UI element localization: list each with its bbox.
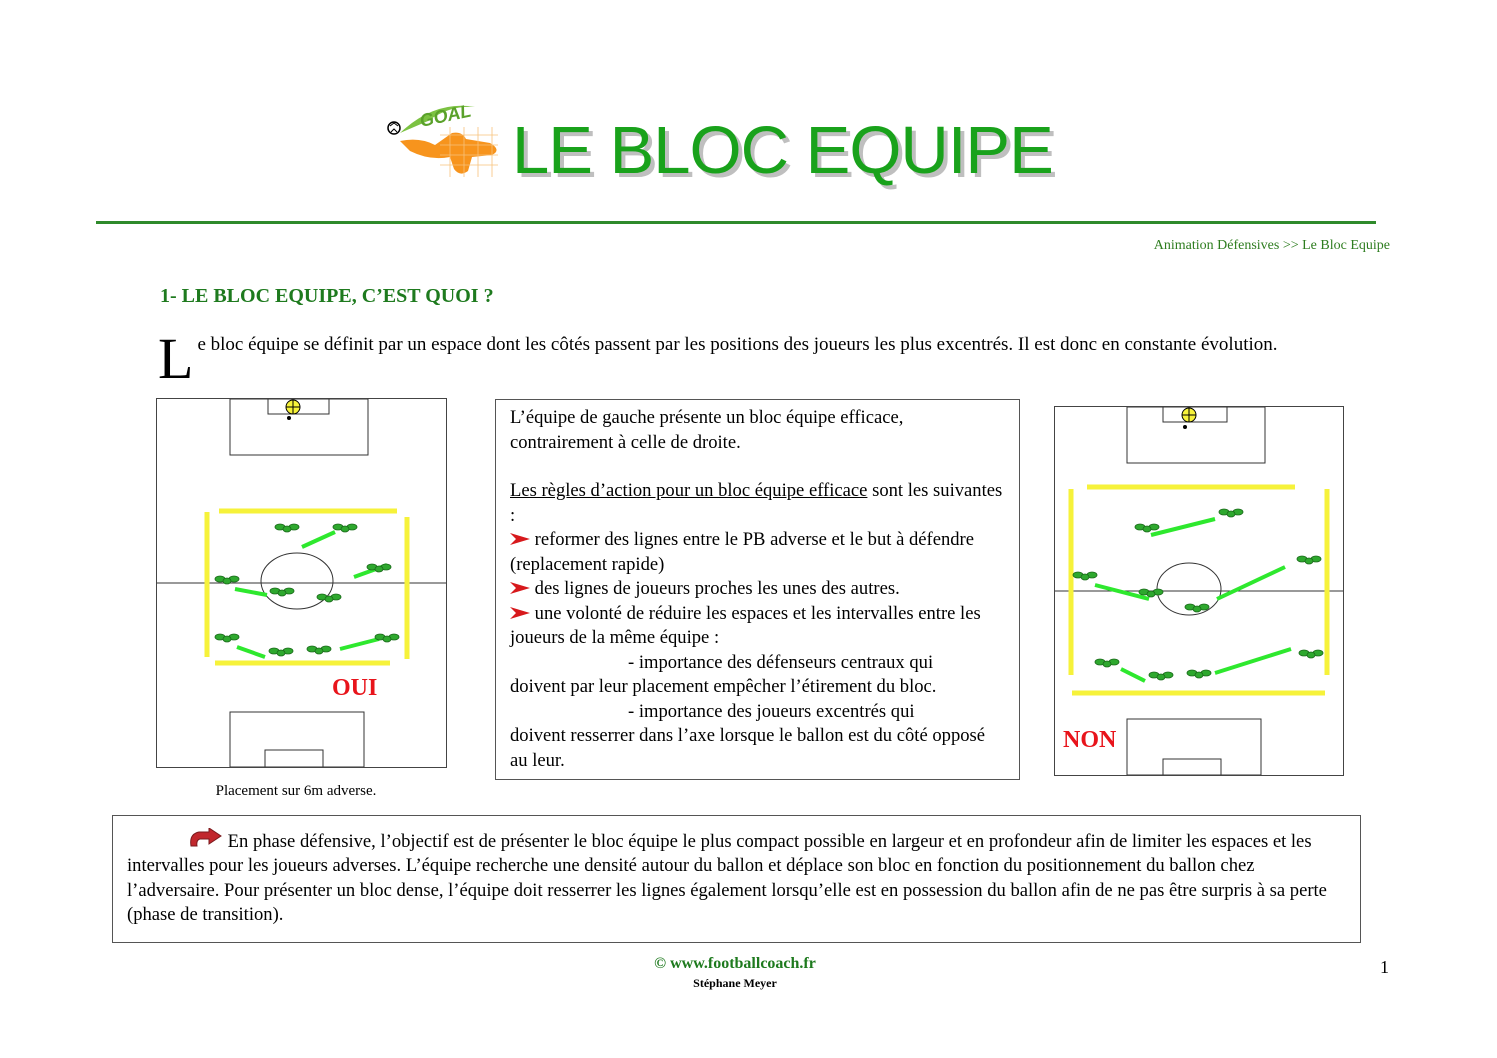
- goal-area-bottom: [265, 750, 323, 767]
- comparison-text: L’équipe de gauche présente un bloc équipe efficace, contrairement à celle de droite.: [510, 407, 904, 453]
- left-diagram-caption: Placement sur 6m adverse.: [215, 783, 377, 799]
- penalty-area-bottom: [1127, 719, 1261, 775]
- players: [1073, 509, 1323, 680]
- footer-site: [560, 955, 910, 973]
- goal-area-bottom: [1163, 759, 1221, 775]
- rule-item: des lignes de joueurs proches les unes des autres.: [510, 577, 1005, 602]
- red-arrow-icon: [510, 532, 530, 546]
- page-title: LE BLOC EQUIPE: [512, 113, 1053, 188]
- player-links: [235, 532, 387, 657]
- intro-paragraph: [158, 326, 1330, 391]
- footer-author: Stéphane Meyer: [693, 976, 777, 990]
- ball-icon: [1182, 408, 1196, 429]
- summary-box: [112, 815, 1361, 943]
- red-arrow-icon: [510, 606, 530, 620]
- field-diagram-compact: [156, 398, 447, 768]
- header-divider: [96, 221, 1376, 224]
- red-curved-arrow-icon: [187, 828, 223, 850]
- website-link[interactable]: www.footballcoach.fr: [670, 955, 816, 972]
- ball-icon: [286, 400, 300, 420]
- center-circle: [261, 553, 333, 609]
- verdict-yes: OUI: [332, 675, 378, 701]
- rules-intro: [510, 479, 1005, 528]
- pitch-drawing: [1055, 407, 1343, 775]
- player-links: [1095, 519, 1291, 681]
- goal-logo: [380, 95, 505, 195]
- page-number: 1: [1380, 957, 1389, 977]
- section-heading: 1- LE BLOC EQUIPE, C’EST QUOI ?: [160, 285, 494, 307]
- rules-box: [495, 399, 1020, 780]
- breadcrumb: Animation Défensives >> Le Bloc Equipe: [1153, 238, 1390, 253]
- intro-text: e bloc équipe se définit par un espace dont les côtés passent par les positions des joueurs les plus excentrés. Il est donc en constante évolution.: [197, 334, 1278, 355]
- sub-rule: - importance des défenseurs centraux qui doivent par leur placement empêcher l’étirement du bloc.: [510, 651, 937, 697]
- rules-title: Les règles d’action pour un bloc équipe efficace: [510, 480, 868, 501]
- pitch-drawing: [157, 399, 446, 767]
- rule-item: une volonté de réduire les espaces et les intervalles entre les joueurs de la même équipe :: [510, 602, 981, 648]
- verdict-no: NON: [1063, 727, 1117, 753]
- logo-text: GOAL: [417, 100, 473, 131]
- rules-title-suffix: sont les suivantes :: [510, 480, 1003, 526]
- copyright-symbol: ©: [654, 955, 667, 972]
- field-diagram-stretched: [1054, 406, 1344, 776]
- sub-rule: - importance des joueurs excentrés qui doivent resserrer dans l’axe lorsque le ballon est du côté opposé au leur.: [510, 700, 986, 771]
- goalkeeper-icon: [388, 101, 498, 177]
- footer: [560, 955, 910, 991]
- red-arrow-icon: [510, 581, 530, 595]
- summary-paragraph: En phase défensive, l’objectif est de présenter le bloc équipe le plus compact possible en largeur et en profondeur afin de limiter les espaces et les intervalles pour les joueurs adverses. L’équipe recherche une densité autour du ballon et déplace son bloc en fonction du positionnement du ballon chez l’adversaire. Pour présenter un bloc dense, l’équipe doit resserrer les lignes également lorsqu’elle est en possession du ballon afin de ne pas être surpris à sa perte (phase de transition).: [127, 828, 1346, 927]
- rule-item: reformer des lignes entre le PB adverse et le but à défendre (replacement rapide): [510, 529, 974, 575]
- drop-cap: L: [158, 326, 194, 391]
- penalty-area-bottom: [230, 712, 364, 767]
